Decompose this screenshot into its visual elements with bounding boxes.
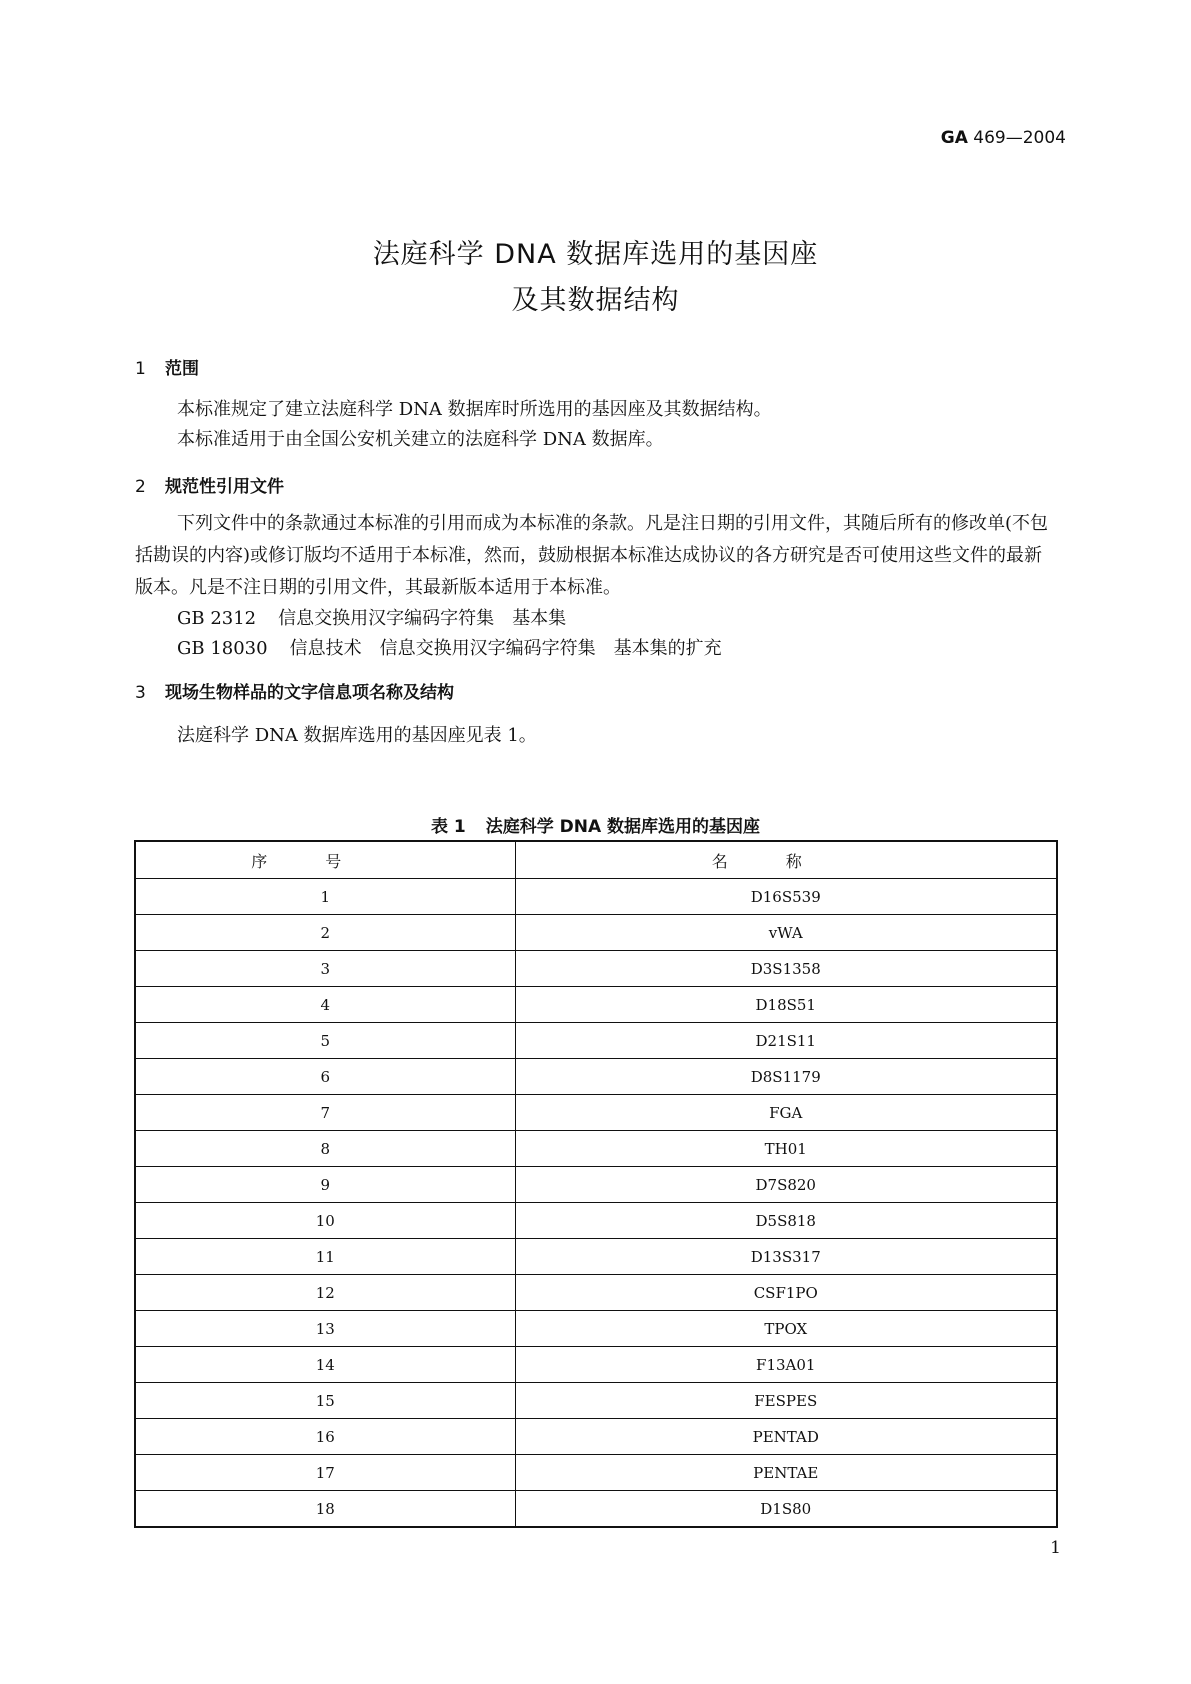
table-row — [135, 1059, 1057, 1095]
row-serial-number: 10 — [135, 1203, 515, 1239]
row-serial-number: 14 — [135, 1347, 515, 1383]
section-number: 3 — [135, 683, 146, 703]
table-row — [135, 1239, 1057, 1275]
references-intro: 下列文件中的条款通过本标准的引用而成为本标准的条款。凡是注日期的引用文件，其随后所有的修改单(不包括勘误的内容)或修订版均不适用于本标准，然而，鼓励根据本标准达成协议的各方研究是否可使用这些文件的最新版本。凡是不注日期的引用文件，其最新版本适用于本标准。 — [135, 513, 1049, 598]
table-row — [135, 1347, 1057, 1383]
row-serial-number: 11 — [135, 1239, 515, 1275]
row-serial-number: 8 — [135, 1131, 515, 1167]
doc-code-number: 469—2004 — [967, 128, 1066, 148]
loci-table — [134, 840, 1058, 1528]
row-serial-number: 6 — [135, 1059, 515, 1095]
table-row — [135, 1023, 1057, 1059]
row-serial-number: 2 — [135, 915, 515, 951]
table-header-row — [135, 841, 1057, 879]
table-row — [135, 1131, 1057, 1167]
row-serial-number: 7 — [135, 1095, 515, 1131]
title-line-1: 法庭科学 DNA 数据库选用的基因座 — [372, 239, 819, 270]
row-locus-name: TH01 — [515, 1131, 1057, 1167]
header-name: 名称 — [515, 841, 1057, 879]
section-3-paragraph: 法庭科学 DNA 数据库选用的基因座见表 1。 — [177, 725, 537, 746]
table-row — [135, 1455, 1057, 1491]
row-locus-name: D18S51 — [515, 987, 1057, 1023]
table-row — [135, 1419, 1057, 1455]
row-serial-number: 13 — [135, 1311, 515, 1347]
table-row — [135, 1095, 1057, 1131]
row-locus-name: D5S818 — [515, 1203, 1057, 1239]
section-title: 范围 — [165, 359, 199, 379]
section-number: 1 — [135, 359, 146, 379]
row-locus-name: D1S80 — [515, 1491, 1057, 1528]
row-serial-number: 3 — [135, 951, 515, 987]
reference-item — [177, 634, 722, 660]
reference-title: 信息技术 信息交换用汉字编码字符集 基本集的扩充 — [289, 638, 722, 659]
row-serial-number: 18 — [135, 1491, 515, 1528]
row-serial-number: 16 — [135, 1419, 515, 1455]
table-row — [135, 987, 1057, 1023]
table-row — [135, 1167, 1057, 1203]
reference-code: GB 2312 — [177, 608, 257, 629]
table-row — [135, 879, 1057, 915]
table-row — [135, 915, 1057, 951]
row-locus-name: D16S539 — [515, 879, 1057, 915]
table-row — [135, 1203, 1057, 1239]
table-row — [135, 951, 1057, 987]
row-serial-number: 1 — [135, 879, 515, 915]
row-locus-name: FGA — [515, 1095, 1057, 1131]
row-serial-number: 15 — [135, 1383, 515, 1419]
table-row — [135, 1491, 1057, 1528]
reference-item — [177, 604, 566, 630]
row-serial-number: 17 — [135, 1455, 515, 1491]
doc-code-prefix: GA — [940, 128, 968, 148]
table-row — [135, 1311, 1057, 1347]
table-body — [135, 879, 1057, 1528]
section-title: 规范性引用文件 — [165, 477, 284, 497]
page-number: 1 — [1050, 1538, 1061, 1558]
row-locus-name: F13A01 — [515, 1347, 1057, 1383]
row-locus-name: vWA — [515, 915, 1057, 951]
title-line-2: 及其数据结构 — [511, 285, 680, 316]
row-locus-name: CSF1PO — [515, 1275, 1057, 1311]
row-serial-number: 4 — [135, 987, 515, 1023]
row-locus-name: D8S1179 — [515, 1059, 1057, 1095]
row-locus-name: D7S820 — [515, 1167, 1057, 1203]
row-locus-name: PENTAE — [515, 1455, 1057, 1491]
section-1-heading — [135, 354, 199, 379]
document-code — [941, 128, 1066, 148]
scope-paragraph-2: 本标准适用于由全国公安机关建立的法庭科学 DNA 数据库。 — [177, 429, 664, 450]
row-locus-name: D21S11 — [515, 1023, 1057, 1059]
reference-code: GB 18030 — [177, 638, 268, 659]
row-locus-name: TPOX — [515, 1311, 1057, 1347]
table-row — [135, 1275, 1057, 1311]
section-title: 现场生物样品的文字信息项名称及结构 — [165, 683, 454, 703]
row-locus-name: PENTAD — [515, 1419, 1057, 1455]
table-caption — [0, 812, 1191, 837]
table-caption-label: 表 1 — [430, 817, 466, 837]
row-locus-name: D13S317 — [515, 1239, 1057, 1275]
scope-paragraph-1: 本标准规定了建立法庭科学 DNA 数据库时所选用的基因座及其数据结构。 — [177, 399, 772, 420]
row-serial-number: 12 — [135, 1275, 515, 1311]
row-serial-number: 9 — [135, 1167, 515, 1203]
header-serial-number: 序号 — [135, 841, 515, 879]
section-number: 2 — [135, 477, 146, 497]
reference-title: 信息交换用汉字编码字符集 基本集 — [278, 608, 567, 629]
row-locus-name: D3S1358 — [515, 951, 1057, 987]
section-3-heading — [135, 678, 454, 703]
row-serial-number: 5 — [135, 1023, 515, 1059]
row-locus-name: FESPES — [515, 1383, 1057, 1419]
table-row — [135, 1383, 1057, 1419]
section-2-heading — [135, 472, 284, 497]
table-caption-text: 法庭科学 DNA 数据库选用的基因座 — [485, 817, 761, 837]
